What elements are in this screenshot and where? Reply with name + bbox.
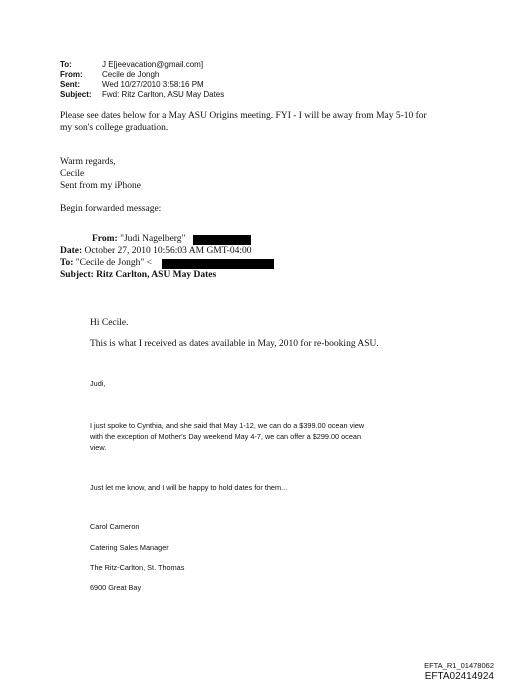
fwd-date-label: Date: <box>60 246 83 256</box>
subject-value: Fwd: Ritz Carlton, ASU May Dates <box>102 90 225 99</box>
signature-company: The Ritz-Carlton, St. Thomas <box>90 563 185 572</box>
fwd-from-label: From: <box>92 234 118 244</box>
inner-greeting: Hi Cecile. <box>90 318 129 328</box>
fwd-to-line <box>60 258 152 268</box>
fwd-from-value: "Judi Nagelberg" <box>120 234 186 244</box>
sent-label: Sent: <box>60 80 80 89</box>
from-value: Cecile de Jongh <box>102 70 160 79</box>
message-paragraph <box>60 110 480 134</box>
fwd-subject-line <box>60 270 216 280</box>
inner-judi: Judi, <box>90 379 106 388</box>
signature-address: 6900 Great Bay <box>90 583 142 592</box>
closing-line: Warm regards, <box>60 157 116 167</box>
bates-ref-primary: EFTA_R1_01478062 <box>424 661 494 670</box>
signature-name: Carol Cameron <box>90 522 140 531</box>
fwd-from-line <box>92 234 185 244</box>
to-value: J E[jeevacation@gmail.com] <box>102 60 204 69</box>
inner-line: This is what I received as dates available in May, 2010 for re-booking ASU. <box>90 339 379 349</box>
inner-para-line: with the exception of Mother's Day weekend May 4-7, we can offer a $299.00 ocean <box>90 432 361 441</box>
signature-title: Catering Sales Manager <box>90 543 169 552</box>
fwd-to-label: To: <box>60 258 74 268</box>
message-line: Please see dates below for a May ASU Origins meeting. FYI - I will be away from May 5-10 for <box>60 111 427 121</box>
inner-let-me-know: Just let me know, and I will be happy to hold dates for them... <box>90 483 288 492</box>
bates-ref-secondary: EFTA02414924 <box>424 671 494 682</box>
inner-para-line: I just spoke to Cynthia, and she said that May 1-12, we can do a $399.00 ocean view <box>90 421 365 430</box>
inner-para-line: view. <box>90 443 107 452</box>
closing-line: Sent from my iPhone <box>60 181 142 191</box>
redaction-box <box>162 259 274 269</box>
fwd-date-line <box>60 246 251 256</box>
fwd-subject-label: Subject: <box>60 270 94 280</box>
subject-label: Subject: <box>60 90 92 99</box>
to-label: To: <box>60 60 72 69</box>
closing-line: Cecile <box>60 169 85 179</box>
fwd-date-value: October 27, 2010 10:56:03 AM GMT-04:00 <box>84 246 252 256</box>
sent-value: Wed 10/27/2010 3:58:16 PM <box>102 80 204 89</box>
from-label: From: <box>60 70 83 79</box>
fwd-to-value: "Cecile de Jongh" < <box>75 258 152 268</box>
message-line: my son's college graduation. <box>60 123 169 133</box>
fwd-subject-value: Ritz Carlton, ASU May Dates <box>96 270 217 280</box>
begin-forwarded: Begin forwarded message: <box>60 204 162 214</box>
redaction-box <box>193 235 251 245</box>
closing-block <box>60 156 141 192</box>
inner-paragraph <box>90 420 420 453</box>
